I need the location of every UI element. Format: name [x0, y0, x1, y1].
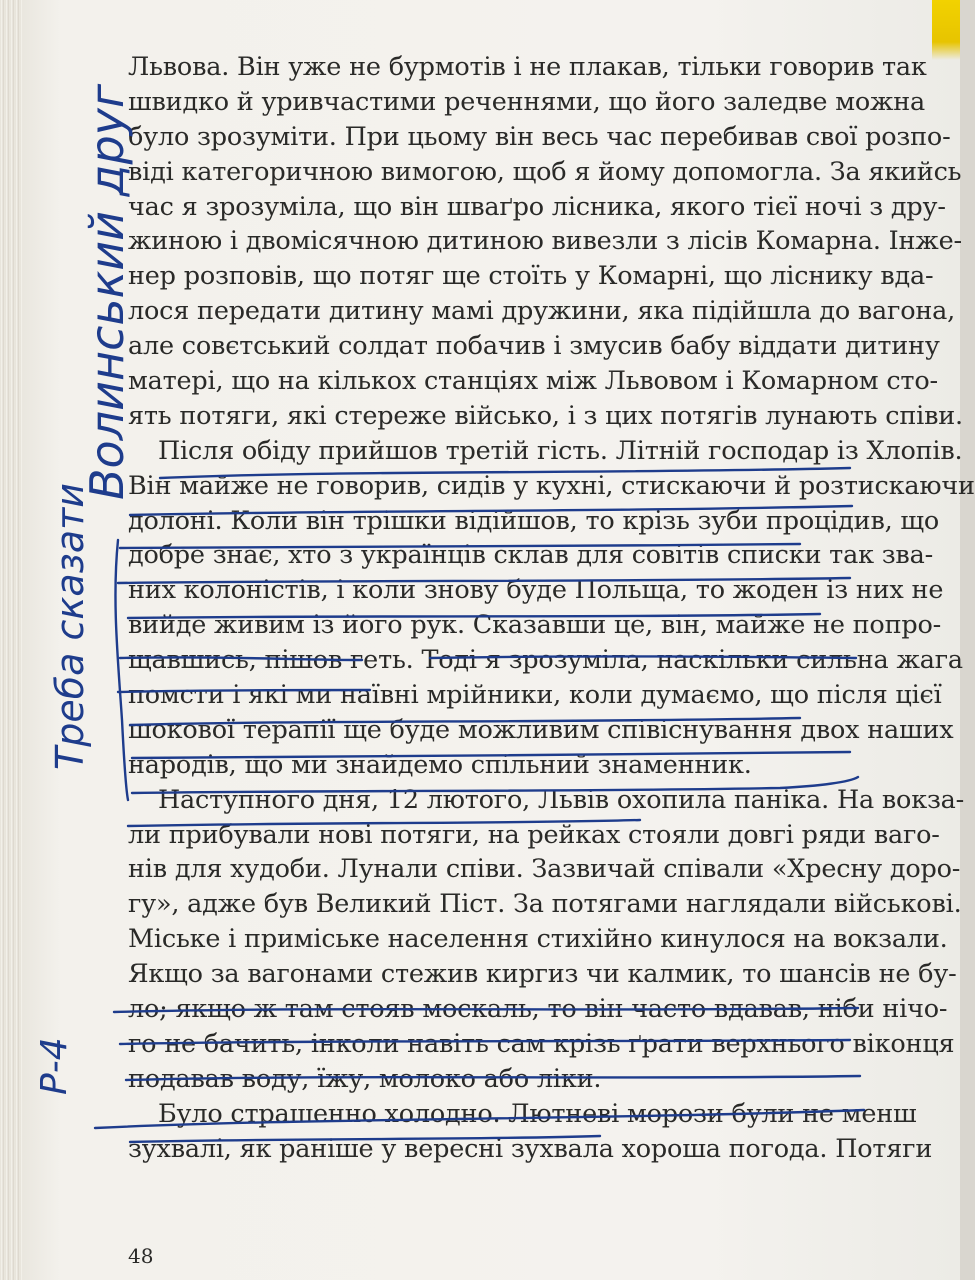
yellow-bookmark-edge [932, 0, 960, 60]
text-line: матері, що на кількох станціях між Львовом і Комарном сто- [128, 366, 938, 397]
text-line: Він майже не говорив, сидів у кухні, стискаючи й розтискаючи [128, 470, 975, 501]
text-line: подавав воду, їжу, молоко або ліки. [128, 1063, 602, 1094]
text-line: ло; якщо ж там стояв москаль, то він часто вдавав, ніби нічо- [128, 994, 948, 1025]
text-line: Після обіду прийшов третій гість. Літній господар із Хлопів. [158, 435, 963, 466]
text-line: щавшись, пішов геть. Тоді я зрозуміла, наскільки сильна жага [128, 645, 963, 676]
text-line: нів для худоби. Лунали співи. Зазвичай співали «Хресну доро- [128, 854, 961, 885]
text-line: Наступного дня, 12 лютого, Львів охопила паніка. На вокза- [158, 784, 965, 815]
text-line: нер розповів, що потяг ще стоїть у Комарні, що ліснику вда- [128, 261, 934, 292]
text-line: лося передати дитину мамі дружини, яка підійшла до вагона, [128, 296, 956, 327]
text-line: Якщо за вагонами стежив киргиз чи калмик, то шансів не бу- [128, 959, 957, 990]
handwritten-note-middle: Треба сказати [48, 483, 92, 770]
text-line: шокової терапії ще буде можливим співіснування двох наших [128, 714, 954, 745]
text-line: ли прибували нові потяги, на рейках стояли довгі ряди ваго- [128, 819, 940, 850]
text-line: них колоністів, і коли знову буде Польща, то жоден із них не [128, 575, 944, 606]
text-line: долоні. Коли він трішки відійшов, то крізь зуби процідив, що [128, 505, 940, 536]
text-line: гу», адже був Великий Піст. За потягами наглядали військові. [128, 889, 962, 920]
text-line: швидко й уривчастими реченнями, що його заледве можна [128, 86, 926, 117]
text-line: але совєтський солдат побачив і змусив бабу віддати дитину [128, 331, 940, 362]
text-line: ять потяги, які стереже військо, і з цих потягів лунають співи. [128, 400, 963, 431]
text-line: Львова. Він уже не бурмотів і не плакав, тільки говорив так [128, 52, 927, 82]
text-line: добре знає, хто з українців склав для совітів списки так зва- [128, 540, 933, 571]
text-line: народів, що ми знайдемо спільний знаменник. [128, 749, 752, 780]
body-text [128, 50, 975, 1167]
page-stack-edge [0, 0, 22, 1280]
text-line: було зрозуміти. При цьому він весь час перебивав свої розпо- [128, 121, 951, 152]
text-line: час я зрозуміла, що він шваґро лісника, якого тієї ночі з дру- [128, 191, 946, 222]
text-line: віді категоричною вимогою, щоб я йому допомогла. За якийсь [128, 156, 962, 187]
text-line: помсти і які ми наївні мрійники, коли думаємо, що після цієї [128, 680, 942, 711]
text-line: Було страшенно холодно. Лютневі морози були не менш [158, 1098, 917, 1129]
handwritten-note-top: Волинський друг [80, 83, 134, 500]
margin-bracket [115, 540, 128, 800]
text-line: го не бачить, інколи навіть сам крізь ґрати верхнього віконця [128, 1028, 955, 1059]
handwritten-note-bottom: Р-4 [34, 1037, 75, 1095]
text-line: зухвалі, як раніше у вересні зухвала хороша погода. Потяги [128, 1133, 933, 1164]
text-line: Міське і приміське населення стихійно кинулося на вокзали. [128, 924, 948, 955]
text-line: вийде живим із його рук. Сказавши це, він, майже не попро- [128, 610, 942, 641]
page-number: 48 [128, 1244, 154, 1268]
text-line: жиною і двомісячною дитиною вивезли з лісів Комарна. Інже- [128, 226, 962, 257]
